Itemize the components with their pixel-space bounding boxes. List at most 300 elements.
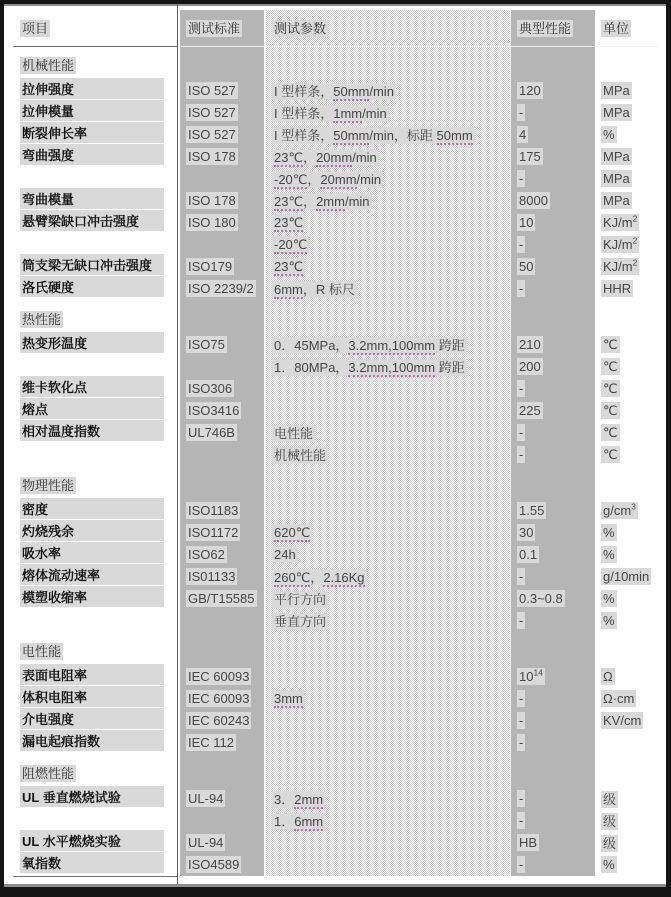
value-text: 1.55 <box>519 503 545 518</box>
unit-cell <box>598 170 666 188</box>
standard-text: IS01133 <box>188 569 236 584</box>
params-text: I 型样条，1mm/min <box>274 106 387 121</box>
params-cell <box>270 524 515 542</box>
value-text: 30 <box>519 525 534 540</box>
params-text: 3．2mm <box>274 792 324 807</box>
params-text: -20℃，20mm/min <box>274 172 382 187</box>
item-cell <box>4 420 180 446</box>
params-cell <box>270 423 515 443</box>
params-cell <box>270 214 515 232</box>
params-text: 1．6mm <box>274 814 324 829</box>
value-text: - <box>519 857 524 872</box>
table-row <box>4 610 666 632</box>
standard-cell <box>180 502 270 520</box>
standard-text: ISO3416 <box>188 403 240 418</box>
params-text: 620℃ <box>274 525 311 540</box>
standard-text: ISO 178 <box>188 193 236 208</box>
value-cell <box>515 336 598 354</box>
item-label: 体积电阻率 <box>20 686 164 707</box>
unit-text: MPa <box>603 83 630 98</box>
params-cell <box>270 103 515 123</box>
value-cell <box>515 170 598 188</box>
params-cell <box>270 445 515 465</box>
params-text: 23℃ <box>274 215 304 230</box>
header-cell-unit <box>598 18 666 38</box>
unit-text: ℃ <box>603 447 618 462</box>
unit-text: MPa <box>603 193 630 208</box>
value-cell <box>515 590 598 608</box>
unit-text: HHR <box>603 281 632 296</box>
item-label: 弯曲强度 <box>20 144 164 165</box>
value-cell <box>515 712 598 730</box>
value-cell <box>515 236 598 254</box>
value-text: HB <box>519 835 538 850</box>
item-label: 维卡软化点 <box>20 376 164 397</box>
params-text: 6mm，R 标尺 <box>274 282 355 297</box>
header-rule-right <box>181 46 658 47</box>
item-label: 模塑收缩率 <box>20 586 164 607</box>
params-cell <box>270 690 515 708</box>
value-text: - <box>519 813 524 828</box>
value-cell <box>515 668 598 686</box>
item-cell <box>4 276 180 302</box>
unit-cell <box>598 811 666 831</box>
section-body <box>4 80 666 300</box>
item-label: 弯曲模量 <box>20 188 164 209</box>
params-text: -20℃ <box>274 237 308 252</box>
value-cell <box>515 104 598 122</box>
header-rule-left <box>13 46 177 47</box>
value-text: - <box>519 569 524 584</box>
standard-cell <box>180 424 270 442</box>
unit-text: KV/cm <box>603 713 642 728</box>
standard-cell <box>180 690 270 708</box>
item-cell <box>4 144 180 170</box>
item-label: 熔体流动速率 <box>20 564 164 585</box>
unit-cell <box>598 82 666 100</box>
params-text: 23℃ <box>274 259 304 274</box>
section-title-label: 阻燃性能 <box>22 766 75 781</box>
standard-text: ISO 527 <box>188 83 236 98</box>
table-row <box>4 256 666 278</box>
table-body <box>4 54 666 876</box>
params-cell <box>270 279 515 299</box>
header-cell-typical <box>515 18 598 38</box>
standard-text: ISO4589 <box>188 857 240 872</box>
value-cell <box>515 402 598 420</box>
standard-cell <box>180 668 270 686</box>
value-text: 10 <box>519 215 534 230</box>
unit-cell <box>598 668 666 686</box>
value-text: - <box>519 613 524 628</box>
standard-cell <box>180 590 270 608</box>
value-text: - <box>519 691 524 706</box>
item-label: 热变形温度 <box>20 332 164 353</box>
value-text: 0.1 <box>519 547 538 562</box>
item-label: 拉伸强度 <box>20 78 164 99</box>
table-header-row <box>4 10 666 46</box>
standard-text: ISO1172 <box>188 525 239 540</box>
unit-text: Ω·cm <box>603 691 635 706</box>
table-row <box>4 544 666 566</box>
value-cell <box>515 612 598 630</box>
header-cell-item <box>4 18 180 38</box>
unit-text: 级 <box>603 836 617 851</box>
standard-cell <box>180 280 270 298</box>
unit-cell <box>598 236 666 254</box>
params-text: 3mm <box>274 691 303 706</box>
unit-text: % <box>603 525 615 540</box>
value-text: - <box>519 281 524 296</box>
value-cell <box>515 790 598 808</box>
unit-cell <box>598 380 666 398</box>
standard-text: ISO179 <box>188 259 233 274</box>
unit-cell <box>598 402 666 420</box>
table-row <box>4 710 666 732</box>
table-row <box>4 146 666 168</box>
unit-text: % <box>603 547 615 562</box>
params-cell <box>270 258 515 276</box>
standard-cell <box>180 524 270 542</box>
value-text: - <box>519 171 524 186</box>
table-row <box>4 522 666 544</box>
unit-text: % <box>603 857 615 872</box>
value-text: 8000 <box>519 193 548 208</box>
standard-text: IEC 60243 <box>188 713 250 728</box>
value-text: 4 <box>519 127 527 142</box>
standard-cell <box>180 734 270 752</box>
standard-text: UL-94 <box>188 835 224 850</box>
header-label-params: 测试参数 <box>274 21 327 36</box>
value-cell <box>515 258 598 276</box>
table-row <box>4 234 666 256</box>
value-cell <box>515 126 598 144</box>
table-row <box>4 832 666 854</box>
value-text: - <box>519 105 524 120</box>
standard-cell <box>180 214 270 232</box>
item-label: 相对温度指数 <box>20 420 164 441</box>
standard-text: ISO 2239/2 <box>188 281 254 296</box>
value-cell <box>515 148 598 166</box>
standard-text: ISO75 <box>188 337 225 352</box>
value-cell <box>515 280 598 298</box>
standard-cell <box>180 402 270 420</box>
standard-cell <box>180 148 270 166</box>
unit-text: MPa <box>603 105 630 120</box>
header-label-unit: 单位 <box>603 21 630 36</box>
unit-cell <box>598 424 666 442</box>
value-text: 175 <box>519 149 541 164</box>
params-cell <box>270 611 515 631</box>
table-row <box>4 788 666 810</box>
standard-text: UL746B <box>188 425 235 440</box>
item-label: 漏电起痕指数 <box>20 730 164 751</box>
section-title-label: 热性能 <box>22 312 62 327</box>
unit-cell <box>598 358 666 376</box>
header-label-standard: 测试标准 <box>188 21 241 36</box>
params-text: I 型样条，50mm/min，标距 50mm <box>274 128 473 143</box>
item-label: 氧指数 <box>20 852 164 873</box>
params-text: 260℃，2.16Kg <box>274 570 365 585</box>
unit-cell <box>598 104 666 122</box>
table-row <box>4 80 666 102</box>
standard-text: UL-94 <box>188 791 224 806</box>
standard-text: ISO 178 <box>188 149 236 164</box>
params-cell <box>270 567 515 587</box>
value-text: 120 <box>519 83 541 98</box>
item-label: 吸水率 <box>20 542 164 563</box>
section-body <box>4 788 666 876</box>
unit-text: $KJ/m^2$ <box>603 235 638 252</box>
unit-text: $KJ/m^2$ <box>603 257 638 274</box>
standard-cell <box>180 380 270 398</box>
item-cell <box>4 852 180 878</box>
item-cell <box>4 332 180 358</box>
item-label: 熔点 <box>20 398 164 419</box>
table-row <box>4 810 666 832</box>
params-text: I 型样条，50mm/min <box>274 84 394 99</box>
item-label: 拉伸模量 <box>20 100 164 121</box>
unit-cell <box>598 546 666 564</box>
standard-text: IEC 112 <box>188 735 235 750</box>
standard-cell <box>180 546 270 564</box>
standard-text: IEC 60093 <box>188 691 250 706</box>
value-text: $10^{14}$ <box>519 667 543 684</box>
unit-cell <box>598 789 666 809</box>
table-row <box>4 378 666 400</box>
item-label: UL 水平燃烧实验 <box>20 830 164 851</box>
value-text: - <box>519 381 524 396</box>
table-row <box>4 854 666 876</box>
standard-cell <box>180 336 270 354</box>
unit-cell <box>598 524 666 542</box>
header-label-typical: 典型性能 <box>519 21 572 36</box>
item-label: 密度 <box>20 498 164 519</box>
unit-cell <box>598 856 666 874</box>
params-text: 24h <box>274 547 296 562</box>
unit-cell <box>598 502 666 520</box>
unit-text: MPa <box>603 149 630 164</box>
item-label: 灼烧残余 <box>20 520 164 541</box>
value-cell <box>515 358 598 376</box>
table-row <box>4 102 666 124</box>
standard-cell <box>180 258 270 276</box>
unit-cell <box>598 690 666 708</box>
value-cell <box>515 856 598 874</box>
params-cell <box>270 125 515 145</box>
params-cell <box>270 169 515 189</box>
params-text: 机械性能 <box>274 448 327 463</box>
unit-cell <box>598 446 666 464</box>
unit-text: 级 <box>603 814 617 829</box>
table-row <box>4 400 666 422</box>
item-cell <box>4 786 180 812</box>
standard-text: ISO 527 <box>188 127 236 142</box>
params-cell <box>270 811 515 831</box>
unit-cell <box>598 833 666 853</box>
value-text: - <box>519 425 524 440</box>
unit-text: ℃ <box>603 359 618 374</box>
unit-text: ℃ <box>603 381 618 396</box>
params-cell <box>270 546 515 564</box>
item-label: 断裂伸长率 <box>20 122 164 143</box>
params-cell <box>270 191 515 211</box>
section-body <box>4 334 666 466</box>
unit-cell <box>598 280 666 298</box>
table-row <box>4 190 666 212</box>
standard-cell <box>180 192 270 210</box>
section-title <box>4 474 666 498</box>
section-title-label: 机械性能 <box>22 58 75 73</box>
params-text: 1．80MPa，3.2mm,100mm 跨距 <box>274 360 465 375</box>
value-cell <box>515 524 598 542</box>
params-text: 电性能 <box>274 426 314 441</box>
item-label: 洛氏硬度 <box>20 276 164 297</box>
unit-cell <box>598 192 666 210</box>
item-label: 表面电阻率 <box>20 664 164 685</box>
item-label: 筒支梁无缺口冲击强度 <box>20 254 164 275</box>
section-body <box>4 666 666 754</box>
value-cell <box>515 424 598 442</box>
params-text: 垂直方向 <box>274 614 327 629</box>
header-cell-standard <box>180 18 270 38</box>
unit-text: MPa <box>603 171 630 186</box>
standard-text: ISO1183 <box>188 503 239 518</box>
value-text: 200 <box>519 359 541 374</box>
unit-cell <box>598 590 666 608</box>
header-cell-params <box>270 18 515 38</box>
params-text: 平行方向 <box>274 592 327 607</box>
value-cell <box>515 214 598 232</box>
value-cell <box>515 734 598 752</box>
value-cell <box>515 568 598 586</box>
params-cell <box>270 789 515 809</box>
unit-cell <box>598 258 666 276</box>
item-label: 介电强度 <box>20 708 164 729</box>
item-label: 悬臂梁缺口冲击强度 <box>20 210 164 231</box>
value-cell <box>515 690 598 708</box>
unit-text: Ω <box>603 669 613 684</box>
item-cell <box>4 730 180 756</box>
table-row <box>4 422 666 444</box>
value-text: - <box>519 713 524 728</box>
unit-cell <box>598 712 666 730</box>
item-cell <box>4 586 180 612</box>
table-row <box>4 356 666 378</box>
section-title <box>4 640 666 664</box>
unit-text: % <box>603 591 615 606</box>
standard-cell <box>180 834 270 852</box>
params-text: 23℃，2mm/min <box>274 194 370 209</box>
value-cell <box>515 380 598 398</box>
standard-cell <box>180 856 270 874</box>
value-text: - <box>519 237 524 252</box>
standard-cell <box>180 126 270 144</box>
section-title <box>4 54 666 78</box>
params-cell <box>270 236 515 254</box>
value-cell <box>515 812 598 830</box>
table-row <box>4 278 666 300</box>
unit-text: ℃ <box>603 425 618 440</box>
unit-cell <box>598 148 666 166</box>
table-content <box>4 10 666 876</box>
section-title <box>4 308 666 332</box>
value-text: 210 <box>519 337 541 352</box>
value-text: 225 <box>519 403 541 418</box>
table-row <box>4 124 666 146</box>
unit-text: ℃ <box>603 403 618 418</box>
standard-cell <box>180 568 270 586</box>
table-row <box>4 566 666 588</box>
header-label-item: 项目 <box>22 21 49 36</box>
table-row <box>4 500 666 522</box>
value-cell <box>515 834 598 852</box>
params-cell <box>270 589 515 609</box>
params-cell <box>270 81 515 101</box>
standard-cell <box>180 104 270 122</box>
item-label: UL 垂直燃烧试验 <box>20 786 164 807</box>
unit-cell <box>598 612 666 630</box>
standard-cell <box>180 790 270 808</box>
table-row <box>4 212 666 234</box>
standard-text: IEC 60093 <box>188 669 250 684</box>
params-cell <box>270 335 515 355</box>
unit-cell <box>598 126 666 144</box>
section-body <box>4 500 666 632</box>
section-title-label: 电性能 <box>22 644 62 659</box>
table-row <box>4 588 666 610</box>
unit-cell <box>598 214 666 232</box>
value-text: - <box>519 791 524 806</box>
value-text: - <box>519 447 524 462</box>
value-cell <box>515 546 598 564</box>
standard-cell <box>180 712 270 730</box>
standard-text: ISO62 <box>188 547 225 562</box>
value-cell <box>515 82 598 100</box>
standard-text: ISO306 <box>188 381 233 396</box>
unit-text: ℃ <box>603 337 618 352</box>
section-title <box>4 762 666 786</box>
value-cell <box>515 446 598 464</box>
unit-text: 级 <box>603 792 617 807</box>
standard-cell <box>180 82 270 100</box>
item-cell <box>4 210 180 236</box>
table-row <box>4 444 666 466</box>
table-row <box>4 666 666 688</box>
unit-text: g/10min <box>603 569 650 584</box>
value-text: 0.3~0.8 <box>519 591 563 606</box>
value-cell <box>515 192 598 210</box>
table-row <box>4 334 666 356</box>
standard-text: ISO 527 <box>188 105 236 120</box>
unit-cell <box>598 336 666 354</box>
table-row <box>4 688 666 710</box>
standard-text: GB/T15585 <box>188 591 255 606</box>
unit-text: % <box>603 127 615 142</box>
params-text: 0．45MPa，3.2mm,100mm 跨距 <box>274 338 465 353</box>
unit-text: $KJ/m^2$ <box>603 213 638 230</box>
unit-text: $g/cm^3$ <box>603 501 636 518</box>
table-row <box>4 732 666 754</box>
value-text: - <box>519 735 524 750</box>
value-text: 50 <box>519 259 534 274</box>
params-cell <box>270 357 515 377</box>
value-cell <box>515 502 598 520</box>
unit-text: % <box>603 613 615 628</box>
bottom-rule-left <box>13 876 177 877</box>
table-row <box>4 168 666 190</box>
params-cell <box>270 147 515 167</box>
